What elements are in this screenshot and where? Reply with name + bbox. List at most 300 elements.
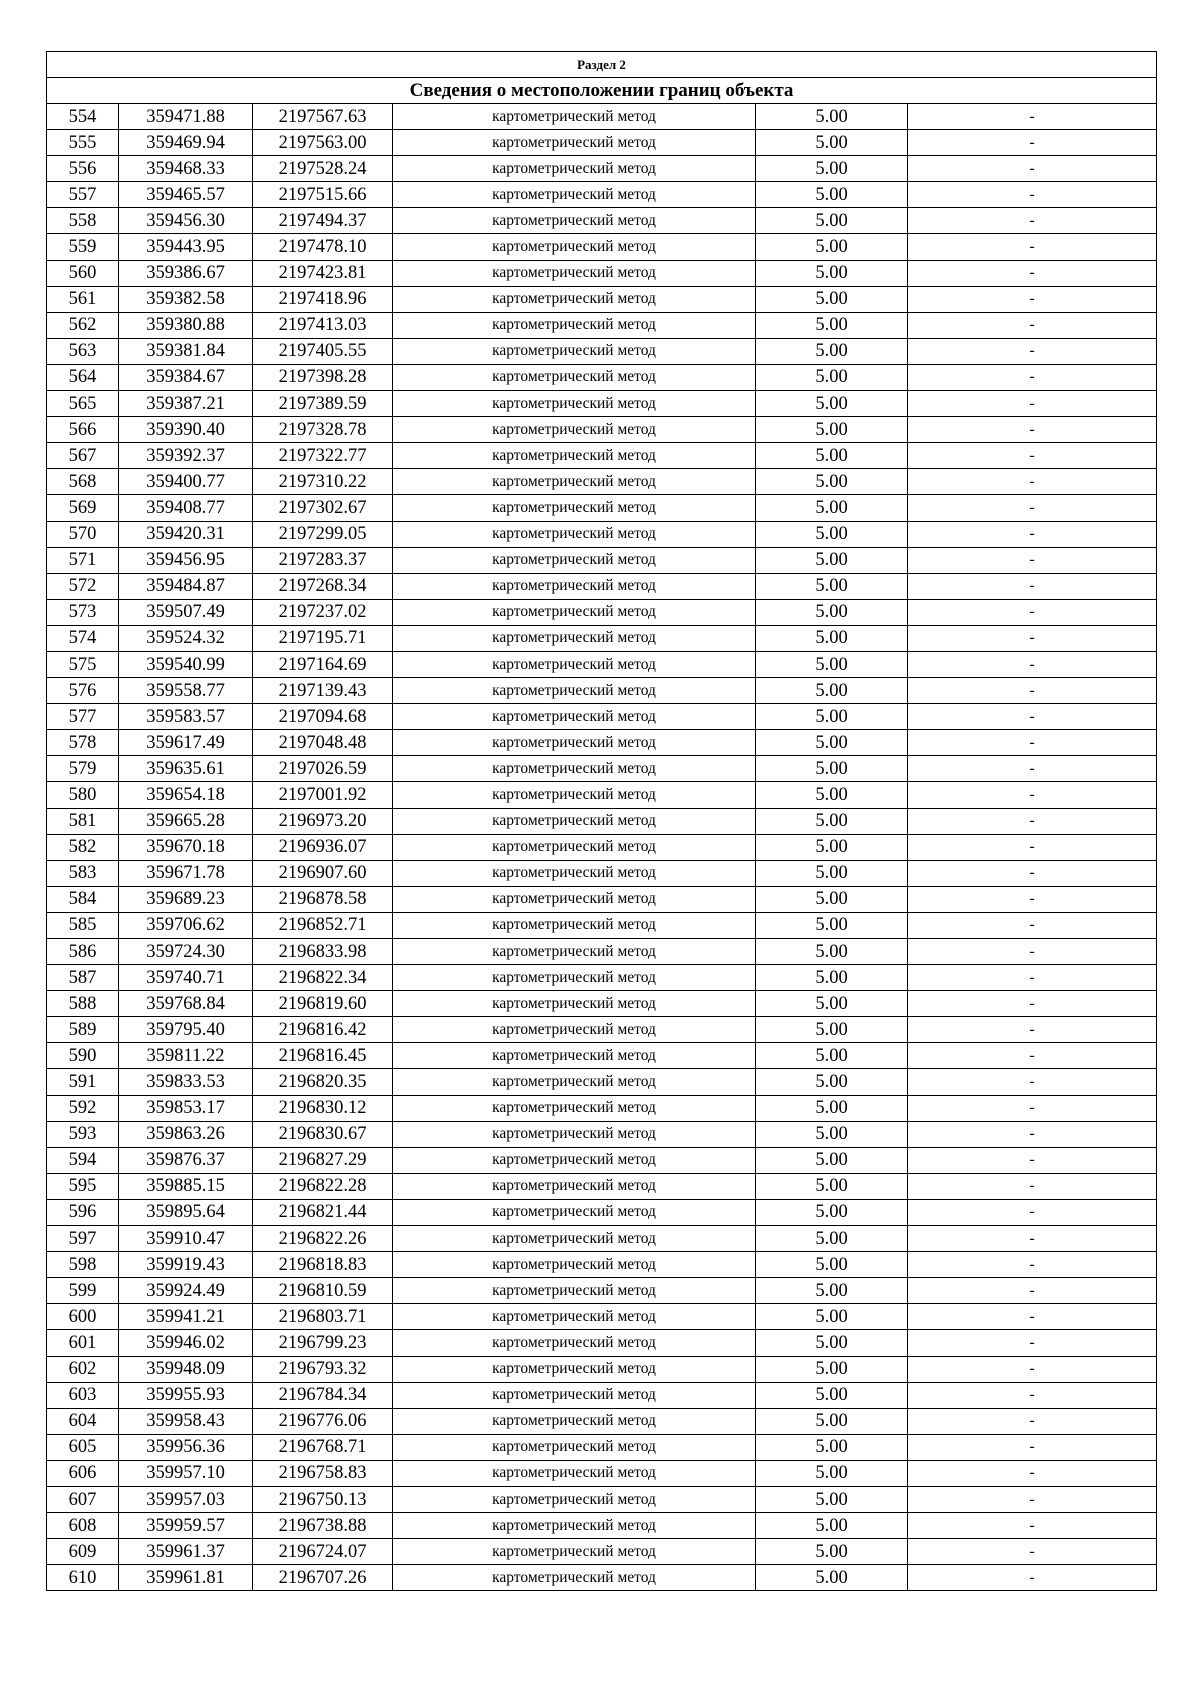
table-row bbox=[47, 312, 1157, 338]
x-coordinate-cell: 359957.10 bbox=[119, 1460, 253, 1486]
y-coordinate-cell: 2197328.78 bbox=[253, 417, 393, 443]
accuracy-cell: 5.00 bbox=[756, 1486, 908, 1512]
method-cell: картометрический метод bbox=[393, 443, 756, 469]
method-cell: картометрический метод bbox=[393, 1226, 756, 1252]
point-number-cell: 605 bbox=[47, 1434, 119, 1460]
accuracy-cell: 5.00 bbox=[756, 1539, 908, 1565]
table-row bbox=[47, 1460, 1157, 1486]
point-number-cell: 608 bbox=[47, 1513, 119, 1539]
y-coordinate-cell: 2196784.34 bbox=[253, 1382, 393, 1408]
method-cell: картометрический метод bbox=[393, 1017, 756, 1043]
method-cell: картометрический метод bbox=[393, 130, 756, 156]
x-coordinate-cell: 359671.78 bbox=[119, 860, 253, 886]
y-coordinate-cell: 2197528.24 bbox=[253, 156, 393, 182]
description-cell: - bbox=[908, 678, 1157, 704]
description-cell: - bbox=[908, 782, 1157, 808]
method-cell: картометрический метод bbox=[393, 991, 756, 1017]
y-coordinate-cell: 2196878.58 bbox=[253, 886, 393, 912]
accuracy-cell: 5.00 bbox=[756, 1356, 908, 1382]
x-coordinate-cell: 359524.32 bbox=[119, 625, 253, 651]
table-row bbox=[47, 1121, 1157, 1147]
accuracy-cell: 5.00 bbox=[756, 834, 908, 860]
accuracy-cell: 5.00 bbox=[756, 286, 908, 312]
table-row bbox=[47, 443, 1157, 469]
description-cell: - bbox=[908, 1069, 1157, 1095]
point-number-cell: 603 bbox=[47, 1382, 119, 1408]
method-cell: картометрический метод bbox=[393, 1173, 756, 1199]
description-cell: - bbox=[908, 625, 1157, 651]
table-row bbox=[47, 965, 1157, 991]
x-coordinate-cell: 359959.57 bbox=[119, 1513, 253, 1539]
method-cell: картометрический метод bbox=[393, 1486, 756, 1512]
accuracy-cell: 5.00 bbox=[756, 1173, 908, 1199]
table-row bbox=[47, 1356, 1157, 1382]
point-number-cell: 576 bbox=[47, 678, 119, 704]
point-number-cell: 609 bbox=[47, 1539, 119, 1565]
description-cell: - bbox=[908, 912, 1157, 938]
method-cell: картометрический метод bbox=[393, 286, 756, 312]
accuracy-cell: 5.00 bbox=[756, 1017, 908, 1043]
method-cell: картометрический метод bbox=[393, 104, 756, 130]
y-coordinate-cell: 2196810.59 bbox=[253, 1278, 393, 1304]
point-number-cell: 555 bbox=[47, 130, 119, 156]
method-cell: картометрический метод bbox=[393, 338, 756, 364]
point-number-cell: 556 bbox=[47, 156, 119, 182]
table-row bbox=[47, 156, 1157, 182]
y-coordinate-cell: 2196758.83 bbox=[253, 1460, 393, 1486]
description-cell: - bbox=[908, 651, 1157, 677]
accuracy-cell: 5.00 bbox=[756, 1278, 908, 1304]
y-coordinate-cell: 2196707.26 bbox=[253, 1565, 393, 1591]
method-cell: картометрический метод bbox=[393, 1304, 756, 1330]
description-cell: - bbox=[908, 104, 1157, 130]
table-row bbox=[47, 338, 1157, 364]
x-coordinate-cell: 359507.49 bbox=[119, 599, 253, 625]
y-coordinate-cell: 2197283.37 bbox=[253, 547, 393, 573]
point-number-cell: 575 bbox=[47, 651, 119, 677]
x-coordinate-cell: 359961.37 bbox=[119, 1539, 253, 1565]
accuracy-cell: 5.00 bbox=[756, 1460, 908, 1486]
y-coordinate-cell: 2197405.55 bbox=[253, 338, 393, 364]
description-cell: - bbox=[908, 965, 1157, 991]
y-coordinate-cell: 2196936.07 bbox=[253, 834, 393, 860]
method-cell: картометрический метод bbox=[393, 625, 756, 651]
x-coordinate-cell: 359768.84 bbox=[119, 991, 253, 1017]
table-row bbox=[47, 704, 1157, 730]
table-row bbox=[47, 651, 1157, 677]
description-cell: - bbox=[908, 1539, 1157, 1565]
accuracy-cell: 5.00 bbox=[756, 1226, 908, 1252]
point-number-cell: 586 bbox=[47, 939, 119, 965]
table-row bbox=[47, 1226, 1157, 1252]
description-cell: - bbox=[908, 338, 1157, 364]
point-number-cell: 582 bbox=[47, 834, 119, 860]
table-row bbox=[47, 756, 1157, 782]
method-cell: картометрический метод bbox=[393, 886, 756, 912]
description-cell: - bbox=[908, 704, 1157, 730]
x-coordinate-cell: 359400.77 bbox=[119, 469, 253, 495]
point-number-cell: 584 bbox=[47, 886, 119, 912]
table-row bbox=[47, 391, 1157, 417]
point-number-cell: 563 bbox=[47, 338, 119, 364]
y-coordinate-cell: 2197423.81 bbox=[253, 260, 393, 286]
x-coordinate-cell: 359635.61 bbox=[119, 756, 253, 782]
point-number-cell: 579 bbox=[47, 756, 119, 782]
method-cell: картометрический метод bbox=[393, 417, 756, 443]
table-row bbox=[47, 1486, 1157, 1512]
description-cell: - bbox=[908, 886, 1157, 912]
description-cell: - bbox=[908, 1121, 1157, 1147]
method-cell: картометрический метод bbox=[393, 912, 756, 938]
table-row bbox=[47, 130, 1157, 156]
x-coordinate-cell: 359665.28 bbox=[119, 808, 253, 834]
boundary-points-table bbox=[46, 51, 1157, 1591]
y-coordinate-cell: 2197139.43 bbox=[253, 678, 393, 704]
table-row bbox=[47, 521, 1157, 547]
x-coordinate-cell: 359390.40 bbox=[119, 417, 253, 443]
y-coordinate-cell: 2196822.28 bbox=[253, 1173, 393, 1199]
y-coordinate-cell: 2196907.60 bbox=[253, 860, 393, 886]
y-coordinate-cell: 2197026.59 bbox=[253, 756, 393, 782]
method-cell: картометрический метод bbox=[393, 1121, 756, 1147]
point-number-cell: 560 bbox=[47, 260, 119, 286]
table-row bbox=[47, 1304, 1157, 1330]
method-cell: картометрический метод bbox=[393, 208, 756, 234]
y-coordinate-cell: 2197418.96 bbox=[253, 286, 393, 312]
x-coordinate-cell: 359456.95 bbox=[119, 547, 253, 573]
method-cell: картометрический метод bbox=[393, 1069, 756, 1095]
table-row bbox=[47, 104, 1157, 130]
description-cell: - bbox=[908, 391, 1157, 417]
table-row bbox=[47, 808, 1157, 834]
accuracy-cell: 5.00 bbox=[756, 495, 908, 521]
y-coordinate-cell: 2197322.77 bbox=[253, 443, 393, 469]
method-cell: картометрический метод bbox=[393, 1356, 756, 1382]
description-cell: - bbox=[908, 208, 1157, 234]
table-row bbox=[47, 886, 1157, 912]
accuracy-cell: 5.00 bbox=[756, 1147, 908, 1173]
method-cell: картометрический метод bbox=[393, 678, 756, 704]
point-number-cell: 564 bbox=[47, 364, 119, 390]
table-row bbox=[47, 599, 1157, 625]
point-number-cell: 599 bbox=[47, 1278, 119, 1304]
x-coordinate-cell: 359910.47 bbox=[119, 1226, 253, 1252]
y-coordinate-cell: 2196821.44 bbox=[253, 1199, 393, 1225]
point-number-cell: 589 bbox=[47, 1017, 119, 1043]
y-coordinate-cell: 2197164.69 bbox=[253, 651, 393, 677]
table-title: Сведения о местоположении границ объекта bbox=[47, 78, 1157, 104]
x-coordinate-cell: 359724.30 bbox=[119, 939, 253, 965]
point-number-cell: 587 bbox=[47, 965, 119, 991]
x-coordinate-cell: 359706.62 bbox=[119, 912, 253, 938]
table-row bbox=[47, 1199, 1157, 1225]
accuracy-cell: 5.00 bbox=[756, 808, 908, 834]
description-cell: - bbox=[908, 495, 1157, 521]
method-cell: картометрический метод bbox=[393, 1147, 756, 1173]
description-cell: - bbox=[908, 521, 1157, 547]
method-cell: картометрический метод bbox=[393, 521, 756, 547]
y-coordinate-cell: 2197398.28 bbox=[253, 364, 393, 390]
point-number-cell: 600 bbox=[47, 1304, 119, 1330]
point-number-cell: 577 bbox=[47, 704, 119, 730]
point-number-cell: 567 bbox=[47, 443, 119, 469]
description-cell: - bbox=[908, 1460, 1157, 1486]
x-coordinate-cell: 359387.21 bbox=[119, 391, 253, 417]
accuracy-cell: 5.00 bbox=[756, 756, 908, 782]
description-cell: - bbox=[908, 1173, 1157, 1199]
description-cell: - bbox=[908, 1304, 1157, 1330]
method-cell: картометрический метод bbox=[393, 756, 756, 782]
x-coordinate-cell: 359456.30 bbox=[119, 208, 253, 234]
x-coordinate-cell: 359885.15 bbox=[119, 1173, 253, 1199]
x-coordinate-cell: 359408.77 bbox=[119, 495, 253, 521]
accuracy-cell: 5.00 bbox=[756, 1382, 908, 1408]
method-cell: картометрический метод bbox=[393, 1252, 756, 1278]
description-cell: - bbox=[908, 1356, 1157, 1382]
x-coordinate-cell: 359811.22 bbox=[119, 1043, 253, 1069]
description-cell: - bbox=[908, 469, 1157, 495]
table-row bbox=[47, 1434, 1157, 1460]
point-number-cell: 574 bbox=[47, 625, 119, 651]
point-number-cell: 572 bbox=[47, 573, 119, 599]
accuracy-cell: 5.00 bbox=[756, 364, 908, 390]
method-cell: картометрический метод bbox=[393, 182, 756, 208]
point-number-cell: 597 bbox=[47, 1226, 119, 1252]
accuracy-cell: 5.00 bbox=[756, 1565, 908, 1591]
point-number-cell: 595 bbox=[47, 1173, 119, 1199]
x-coordinate-cell: 359948.09 bbox=[119, 1356, 253, 1382]
x-coordinate-cell: 359924.49 bbox=[119, 1278, 253, 1304]
y-coordinate-cell: 2197195.71 bbox=[253, 625, 393, 651]
document-page bbox=[46, 51, 1156, 1591]
table-row bbox=[47, 573, 1157, 599]
x-coordinate-cell: 359957.03 bbox=[119, 1486, 253, 1512]
accuracy-cell: 5.00 bbox=[756, 1095, 908, 1121]
description-cell: - bbox=[908, 417, 1157, 443]
description-cell: - bbox=[908, 1330, 1157, 1356]
table-row bbox=[47, 730, 1157, 756]
accuracy-cell: 5.00 bbox=[756, 730, 908, 756]
point-number-cell: 592 bbox=[47, 1095, 119, 1121]
table-row bbox=[47, 991, 1157, 1017]
accuracy-cell: 5.00 bbox=[756, 417, 908, 443]
table-row bbox=[47, 495, 1157, 521]
x-coordinate-cell: 359386.67 bbox=[119, 260, 253, 286]
method-cell: картометрический метод bbox=[393, 469, 756, 495]
x-coordinate-cell: 359795.40 bbox=[119, 1017, 253, 1043]
table-row bbox=[47, 1408, 1157, 1434]
x-coordinate-cell: 359853.17 bbox=[119, 1095, 253, 1121]
description-cell: - bbox=[908, 130, 1157, 156]
accuracy-cell: 5.00 bbox=[756, 208, 908, 234]
y-coordinate-cell: 2197094.68 bbox=[253, 704, 393, 730]
y-coordinate-cell: 2196973.20 bbox=[253, 808, 393, 834]
point-number-cell: 607 bbox=[47, 1486, 119, 1512]
description-cell: - bbox=[908, 808, 1157, 834]
x-coordinate-cell: 359583.57 bbox=[119, 704, 253, 730]
x-coordinate-cell: 359895.64 bbox=[119, 1199, 253, 1225]
x-coordinate-cell: 359670.18 bbox=[119, 834, 253, 860]
accuracy-cell: 5.00 bbox=[756, 1069, 908, 1095]
method-cell: картометрический метод bbox=[393, 730, 756, 756]
description-cell: - bbox=[908, 1017, 1157, 1043]
table-row bbox=[47, 678, 1157, 704]
section-label: Раздел 2 bbox=[47, 52, 1157, 78]
point-number-cell: 562 bbox=[47, 312, 119, 338]
y-coordinate-cell: 2197389.59 bbox=[253, 391, 393, 417]
point-number-cell: 554 bbox=[47, 104, 119, 130]
accuracy-cell: 5.00 bbox=[756, 599, 908, 625]
table-row bbox=[47, 260, 1157, 286]
y-coordinate-cell: 2196818.83 bbox=[253, 1252, 393, 1278]
y-coordinate-cell: 2196819.60 bbox=[253, 991, 393, 1017]
section-header-row bbox=[47, 52, 1157, 78]
table-row bbox=[47, 208, 1157, 234]
point-number-cell: 604 bbox=[47, 1408, 119, 1434]
x-coordinate-cell: 359540.99 bbox=[119, 651, 253, 677]
table-row bbox=[47, 1513, 1157, 1539]
x-coordinate-cell: 359381.84 bbox=[119, 338, 253, 364]
method-cell: картометрический метод bbox=[393, 1565, 756, 1591]
point-number-cell: 559 bbox=[47, 234, 119, 260]
description-cell: - bbox=[908, 860, 1157, 886]
point-number-cell: 602 bbox=[47, 1356, 119, 1382]
x-coordinate-cell: 359946.02 bbox=[119, 1330, 253, 1356]
method-cell: картометрический метод bbox=[393, 782, 756, 808]
description-cell: - bbox=[908, 1408, 1157, 1434]
x-coordinate-cell: 359468.33 bbox=[119, 156, 253, 182]
method-cell: картометрический метод bbox=[393, 234, 756, 260]
accuracy-cell: 5.00 bbox=[756, 1199, 908, 1225]
table-row bbox=[47, 1539, 1157, 1565]
accuracy-cell: 5.00 bbox=[756, 338, 908, 364]
table-row bbox=[47, 1173, 1157, 1199]
description-cell: - bbox=[908, 1565, 1157, 1591]
description-cell: - bbox=[908, 730, 1157, 756]
x-coordinate-cell: 359919.43 bbox=[119, 1252, 253, 1278]
method-cell: картометрический метод bbox=[393, 1539, 756, 1565]
table-row bbox=[47, 234, 1157, 260]
point-number-cell: 598 bbox=[47, 1252, 119, 1278]
x-coordinate-cell: 359876.37 bbox=[119, 1147, 253, 1173]
y-coordinate-cell: 2196750.13 bbox=[253, 1486, 393, 1512]
y-coordinate-cell: 2196776.06 bbox=[253, 1408, 393, 1434]
method-cell: картометрический метод bbox=[393, 599, 756, 625]
table-row bbox=[47, 625, 1157, 651]
description-cell: - bbox=[908, 156, 1157, 182]
x-coordinate-cell: 359443.95 bbox=[119, 234, 253, 260]
description-cell: - bbox=[908, 234, 1157, 260]
y-coordinate-cell: 2197302.67 bbox=[253, 495, 393, 521]
point-number-cell: 569 bbox=[47, 495, 119, 521]
y-coordinate-cell: 2196827.29 bbox=[253, 1147, 393, 1173]
description-cell: - bbox=[908, 182, 1157, 208]
x-coordinate-cell: 359471.88 bbox=[119, 104, 253, 130]
point-number-cell: 606 bbox=[47, 1460, 119, 1486]
accuracy-cell: 5.00 bbox=[756, 1513, 908, 1539]
y-coordinate-cell: 2196820.35 bbox=[253, 1069, 393, 1095]
method-cell: картометрический метод bbox=[393, 704, 756, 730]
description-cell: - bbox=[908, 1382, 1157, 1408]
description-cell: - bbox=[908, 1199, 1157, 1225]
method-cell: картометрический метод bbox=[393, 573, 756, 599]
y-coordinate-cell: 2196833.98 bbox=[253, 939, 393, 965]
method-cell: картометрический метод bbox=[393, 312, 756, 338]
y-coordinate-cell: 2197237.02 bbox=[253, 599, 393, 625]
table-row bbox=[47, 1330, 1157, 1356]
x-coordinate-cell: 359384.67 bbox=[119, 364, 253, 390]
method-cell: картометрический метод bbox=[393, 860, 756, 886]
y-coordinate-cell: 2196724.07 bbox=[253, 1539, 393, 1565]
accuracy-cell: 5.00 bbox=[756, 1043, 908, 1069]
point-number-cell: 566 bbox=[47, 417, 119, 443]
point-number-cell: 565 bbox=[47, 391, 119, 417]
description-cell: - bbox=[908, 1043, 1157, 1069]
point-number-cell: 573 bbox=[47, 599, 119, 625]
y-coordinate-cell: 2197299.05 bbox=[253, 521, 393, 547]
accuracy-cell: 5.00 bbox=[756, 625, 908, 651]
accuracy-cell: 5.00 bbox=[756, 104, 908, 130]
y-coordinate-cell: 2196793.32 bbox=[253, 1356, 393, 1382]
table-row bbox=[47, 417, 1157, 443]
method-cell: картометрический метод bbox=[393, 1043, 756, 1069]
description-cell: - bbox=[908, 1278, 1157, 1304]
accuracy-cell: 5.00 bbox=[756, 130, 908, 156]
accuracy-cell: 5.00 bbox=[756, 1330, 908, 1356]
table-row bbox=[47, 364, 1157, 390]
accuracy-cell: 5.00 bbox=[756, 469, 908, 495]
method-cell: картометрический метод bbox=[393, 965, 756, 991]
accuracy-cell: 5.00 bbox=[756, 1434, 908, 1460]
description-cell: - bbox=[908, 260, 1157, 286]
point-number-cell: 561 bbox=[47, 286, 119, 312]
x-coordinate-cell: 359740.71 bbox=[119, 965, 253, 991]
y-coordinate-cell: 2197001.92 bbox=[253, 782, 393, 808]
point-number-cell: 601 bbox=[47, 1330, 119, 1356]
accuracy-cell: 5.00 bbox=[756, 312, 908, 338]
y-coordinate-cell: 2196830.12 bbox=[253, 1095, 393, 1121]
method-cell: картометрический метод bbox=[393, 939, 756, 965]
method-cell: картометрический метод bbox=[393, 156, 756, 182]
accuracy-cell: 5.00 bbox=[756, 678, 908, 704]
method-cell: картометрический метод bbox=[393, 651, 756, 677]
description-cell: - bbox=[908, 312, 1157, 338]
table-row bbox=[47, 182, 1157, 208]
x-coordinate-cell: 359833.53 bbox=[119, 1069, 253, 1095]
description-cell: - bbox=[908, 286, 1157, 312]
table-row bbox=[47, 782, 1157, 808]
y-coordinate-cell: 2196852.71 bbox=[253, 912, 393, 938]
table-row bbox=[47, 912, 1157, 938]
method-cell: картометрический метод bbox=[393, 260, 756, 286]
point-number-cell: 610 bbox=[47, 1565, 119, 1591]
x-coordinate-cell: 359961.81 bbox=[119, 1565, 253, 1591]
x-coordinate-cell: 359382.58 bbox=[119, 286, 253, 312]
y-coordinate-cell: 2196822.34 bbox=[253, 965, 393, 991]
description-cell: - bbox=[908, 599, 1157, 625]
x-coordinate-cell: 359654.18 bbox=[119, 782, 253, 808]
method-cell: картометрический метод bbox=[393, 1460, 756, 1486]
table-row bbox=[47, 1382, 1157, 1408]
accuracy-cell: 5.00 bbox=[756, 156, 908, 182]
description-cell: - bbox=[908, 991, 1157, 1017]
table-row bbox=[47, 1017, 1157, 1043]
description-cell: - bbox=[908, 1252, 1157, 1278]
point-number-cell: 570 bbox=[47, 521, 119, 547]
method-cell: картометрический метод bbox=[393, 1408, 756, 1434]
description-cell: - bbox=[908, 834, 1157, 860]
accuracy-cell: 5.00 bbox=[756, 991, 908, 1017]
